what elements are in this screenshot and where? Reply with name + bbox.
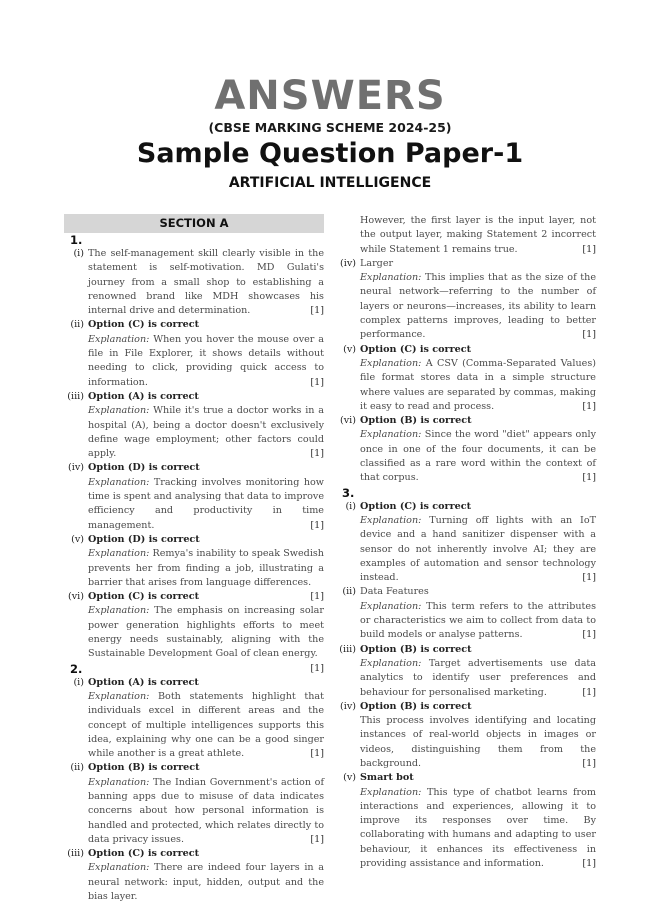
- explanation-label: Explanation:: [360, 429, 422, 441]
- explanation-continued-text: However, the first layer is the input layer, not the output layer, making Statement 2 incorrect while Statement 1 remains true.: [360, 215, 596, 255]
- answer-option: Option (B) is correct: [360, 643, 472, 655]
- answer-number: (iii): [67, 848, 84, 860]
- answer-3-i: [336, 500, 596, 586]
- explanation-label: Explanation:: [88, 605, 150, 617]
- answer-number: (vi): [68, 591, 84, 603]
- answer-text: The self-management skill clearly visible in the statement is self-motivation. MD Gulati's journey from a small shop to establishing a renowned brand like MDH showcases his internal drive and determination.: [88, 248, 324, 317]
- marks-label: [1]: [582, 472, 596, 484]
- marks-label: [1]: [582, 757, 596, 769]
- marks-label: [1]: [582, 686, 596, 698]
- answer-number: (ii): [342, 586, 356, 598]
- answer-1-iii: [64, 390, 324, 461]
- marks-label: [1]: [310, 662, 324, 674]
- marking-scheme-label: (CBSE MARKING SCHEME 2024-25): [208, 120, 452, 135]
- explanation-label: Explanation:: [88, 405, 150, 417]
- right-column: [336, 214, 596, 871]
- question-2-number: 2.: [70, 661, 83, 676]
- marks-label: [1]: [582, 400, 596, 412]
- page-heading-answers: ANSWERS: [214, 73, 446, 119]
- answer-option: Data Features: [360, 586, 429, 598]
- answer-option: Option (D) is correct: [88, 533, 200, 545]
- marks-label: [1]: [582, 629, 596, 641]
- answer-2-vi: [336, 414, 596, 485]
- explanation-label: Explanation:: [360, 786, 422, 798]
- answer-2-i: [64, 676, 324, 762]
- answer-1-ii: [64, 318, 324, 389]
- explanation-label: Explanation:: [360, 357, 422, 369]
- explanation-text: Both statements highlight that individuals excel in different areas and the concept of multiple intelligences supports this idea, explaining why one can be a good singer while another is a great athlete.: [88, 690, 324, 760]
- answer-option: Option (C) is correct: [360, 500, 472, 512]
- section-a-heading: SECTION A: [64, 214, 324, 233]
- paper-title: Sample Question Paper-1: [136, 138, 524, 169]
- answer-option: Option (B) is correct: [360, 700, 472, 712]
- answer-number: (i): [73, 248, 84, 259]
- explanation-text: There are indeed four layers in a neural network: input, hidden, output and the bias layer.: [88, 862, 324, 903]
- explanation-text: This type of chatbot learns from interactions and experiences, allowing it to improve its responses over time. By collaborating with humans and adapting to user behaviour, it enhances its effectiveness in providing assistance and information.: [360, 786, 596, 870]
- answer-2-iv: [336, 257, 596, 343]
- explanation-text: The Indian Government's action of banning apps due to misuse of data indicates concerns about how personal information is handled and protected, which relates directly to data privacy issues.: [88, 776, 324, 845]
- answer-option: Option (C) is correct: [88, 591, 200, 603]
- answer-1-i: [64, 247, 324, 318]
- explanation-text: Tracking involves monitoring how time is spent and analysing that data to improve efficiency and productivity in time management.: [88, 476, 324, 531]
- answer-number: (i): [73, 676, 84, 688]
- marks-label: [1]: [310, 376, 324, 388]
- answer-number: (iii): [339, 643, 356, 655]
- answer-number: (iii): [67, 390, 84, 402]
- explanation-label: Explanation:: [360, 657, 422, 669]
- answer-1-iv: [64, 461, 324, 532]
- explanation-label: Explanation:: [88, 862, 150, 874]
- explanation-label: Explanation:: [360, 272, 422, 284]
- explanation-label: Explanation:: [360, 514, 422, 526]
- question-3-number: 3.: [342, 485, 355, 500]
- explanation-text: Turning off lights with an IoT device and a hand sanitizer dispenser with a sensor do not inherently involve AI; they are examples of automation and sensor technology instead.: [360, 514, 596, 584]
- explanation-label: Explanation:: [88, 690, 150, 702]
- answer-option: Option (B) is correct: [360, 415, 472, 427]
- explanation-label: Explanation:: [88, 476, 150, 488]
- explanation-text: The emphasis on increasing solar power generation highlights efforts to meet energy needs sustainably, aligning with the Sustainable Development Goal of clean energy.: [88, 605, 324, 660]
- answer-option: Smart bot: [360, 772, 414, 784]
- answer-2-iii-continued: [336, 214, 596, 257]
- marks-label: [1]: [310, 833, 324, 845]
- marks-label: [1]: [582, 243, 596, 255]
- question-1-number: 1.: [70, 233, 83, 247]
- answer-number: (v): [343, 772, 356, 784]
- explanation-text: Since the word "diet" appears only once in one of the four documents, it can be classified as a rare word within the context of that corpus.: [360, 429, 596, 484]
- marks-label: [1]: [310, 748, 324, 760]
- marks-label: [1]: [310, 448, 324, 460]
- answer-number: (iv): [340, 700, 356, 712]
- answer-2-iii: [64, 847, 324, 904]
- answer-3-iii: [336, 643, 596, 700]
- marks-label: [1]: [310, 305, 324, 317]
- answer-option: Option (C) is correct: [360, 343, 472, 355]
- answer-text: This process involves identifying and locating instances of real-world objects in images or videos, distinguishing them from the background.: [360, 715, 596, 769]
- answer-2-v: [336, 343, 596, 414]
- explanation-text: This term refers to the attributes or characteristics we aim to collect from data to build models or analyse patterns.: [360, 600, 596, 641]
- explanation-label: Explanation:: [88, 333, 150, 345]
- explanation-label: Explanation:: [88, 548, 150, 560]
- explanation-label: Explanation:: [88, 776, 150, 788]
- marks-label: [1]: [582, 329, 596, 341]
- explanation-label: Explanation:: [360, 600, 422, 612]
- answer-option: Larger: [360, 257, 394, 269]
- answer-number: (iv): [68, 462, 84, 474]
- explanation-text: This implies that as the size of the neural network—referring to the number of layers or neurons—increases, its ability to learn complex patterns improves, leading to better performance.: [360, 272, 596, 341]
- explanation-text: When you hover the mouse over a file in File Explorer, it shows details without needing to click, providing quick access to information.: [88, 333, 324, 388]
- answer-option: Option (D) is correct: [88, 462, 200, 474]
- marks-label: [1]: [582, 572, 596, 584]
- answer-2-ii: [64, 761, 324, 847]
- answer-3-ii: [336, 585, 596, 642]
- answer-number: (ii): [70, 762, 84, 774]
- subject-title: ARTIFICIAL INTELLIGENCE: [228, 175, 432, 191]
- left-column: [64, 214, 324, 904]
- answer-number: (iv): [340, 257, 356, 269]
- answer-number: (ii): [70, 319, 84, 331]
- marks-label: [1]: [582, 858, 596, 870]
- answer-number: (v): [343, 343, 356, 355]
- explanation-text: A CSV (Comma-Separated Values) file format stores data in a simple structure where values are separated by commas, making it easy to read and process.: [360, 357, 596, 412]
- explanation-text: Remya's inability to speak Swedish prevents her from finding a job, illustrating a barrier that arises from language differences.: [88, 548, 324, 588]
- answer-option: Option (A) is correct: [88, 390, 199, 402]
- answer-option: Option (B) is correct: [88, 762, 200, 774]
- answer-option: Option (C) is correct: [88, 319, 200, 331]
- explanation-text: While it's true a doctor works in a hospital (A), being a doctor doesn't exclusively define wage employment; other factors could apply.: [88, 405, 324, 460]
- answer-option: Option (C) is correct: [88, 848, 200, 860]
- answer-3-iv: [336, 700, 596, 771]
- answer-option: Option (A) is correct: [88, 676, 199, 688]
- marks-label: [1]: [310, 519, 324, 531]
- answer-3-v: [336, 771, 596, 871]
- answer-number: (i): [345, 500, 356, 512]
- marks-label: [1]: [310, 591, 324, 603]
- explanation-text: Target advertisements use data analytics to identify user preferences and behaviour for personalised marketing.: [360, 657, 596, 698]
- answer-1-vi: [64, 590, 324, 674]
- answer-number: (vi): [340, 415, 356, 427]
- answer-number: (v): [71, 533, 84, 545]
